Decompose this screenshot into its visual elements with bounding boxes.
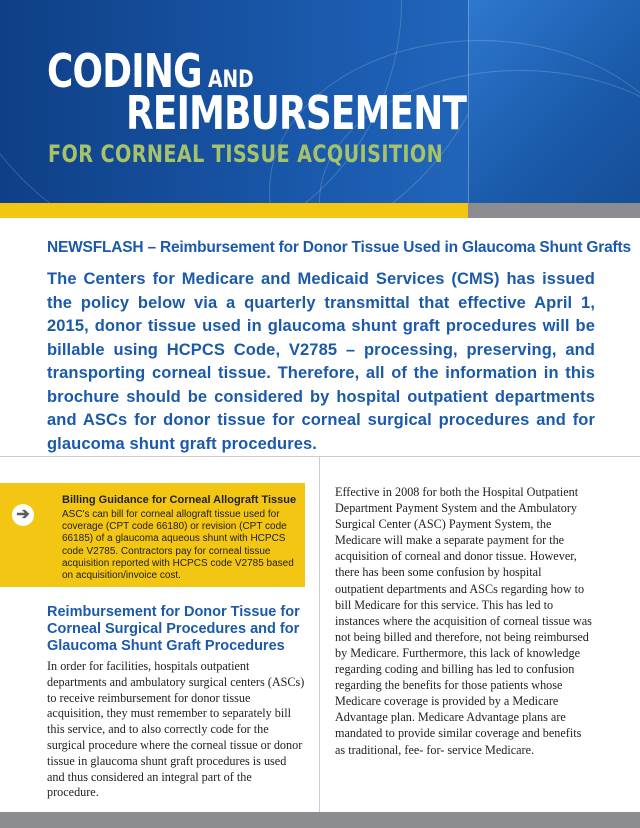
header-side-panel — [468, 0, 640, 203]
callout-title: Billing Guidance for Corneal Allograft Tissue — [62, 494, 297, 506]
newsflash-lead-paragraph: The Centers for Medicare and Medicaid Services (CMS) has issued the policy below via a quarterly transmittal that effective April 1, 2015, donor tissue used in glaucoma shunt graft procedures will be billable using HCPCS Code, V2785 – processing, preserving, and transporting corneal tissue. Therefore, all of the information in this brochure should be considered by hospital outpatient departments and ASCs for donor tissue for corneal surgical procedures and for glaucoma shunt graft procedures. — [47, 270, 595, 453]
header-banner — [0, 0, 640, 203]
accent-band-gray — [468, 203, 640, 218]
callout-text: ASC's can bill for corneal allograft tissue used for coverage (CPT code 66180) or revision (CPT code 66185) of a glaucoma aqueous shunt with HCPCS code V2785. Contractors pay for corneal tissue acquisition reported with HCPCS code V2785 based on acquisition/invoice cost. — [62, 509, 294, 582]
page-title-line2: REIMBURSEMENT — [126, 86, 467, 140]
footer-bar — [0, 812, 640, 828]
section-divider-horizontal — [0, 456, 640, 457]
section-heading: Reimbursement for Donor Tissue for Corneal Surgical Procedures and for Glaucoma Shunt Graft Procedures — [47, 604, 300, 654]
column-divider-vertical — [319, 456, 320, 812]
page-title-and: AND — [208, 65, 254, 93]
right-column-paragraph: Effective in 2008 for both the Hospital Outpatient Department Payment System and the Ambulatory Surgical Center (ASC) Payment System, the Medicare will make a separate payment for the acquisition of corneal and donor tissue. However, there has been some confusion by hospital outpatient departments and ASCs regarding how to bill Medicare for this service. This has led to instances where the acquisition of corneal tissue was not being billed and therefore, not being reimbursed by Medicare. Furthermore, this lack of knowledge regarding coding and billing has led to confusion regarding the benefits for those patients whose Medicare coverage is provided by a Medicare Advantage plan. Medicare Advantage plans are mandated to provide similar coverage and benefits as traditional, fee- for- service Medicare. — [335, 485, 592, 757]
page-subtitle: FOR CORNEAL TISSUE ACQUISITION — [48, 140, 444, 168]
left-column-paragraph: In order for facilities, hospitals outpatient departments and ambulatory surgical centers (ASCs) to receive reimbursement for donor tissue acquisition, they must remember to separately bill this service, and to also correctly code for the surgical procedure where the corneal tissue or donor tissue in glaucoma shunt graft procedures is used and thus considered an integral part of the procedure. — [47, 659, 305, 800]
arrow-right-circle-icon: ➔ — [12, 504, 34, 526]
accent-band-yellow — [0, 203, 468, 218]
newsflash-heading: NEWSFLASH – Reimbursement for Donor Tissue Used in Glaucoma Shunt Grafts — [47, 239, 631, 256]
page-title-line1: CODING AND — [47, 44, 254, 98]
